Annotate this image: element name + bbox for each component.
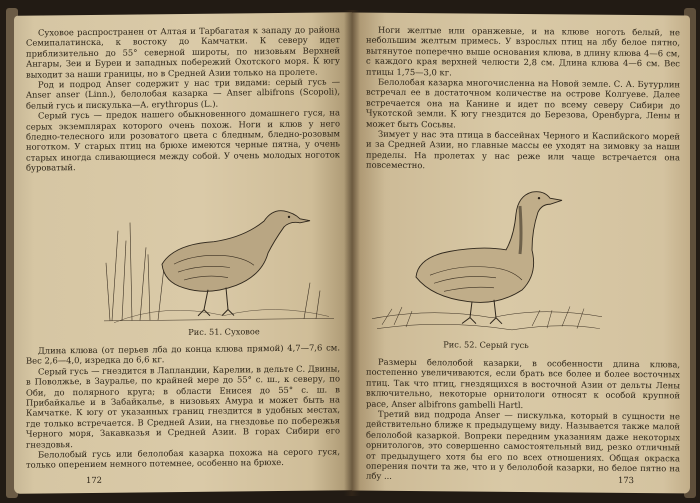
book-gutter bbox=[344, 10, 360, 496]
paragraph: Серый гусь — гнездится в Лапландии, Карелии, в дельте С. Двины, в Поволжье, в Зауралье, по крайней мере до 55° с. ш., к северу, по Оби, до полярного круга; в области Енисея до 55° с. ш. в Прибайкалье и в Забайкалье, в низовьях Амура и может быть на Камчатке. К югу от указанных границ гнездится в удобных местах, где только встречается. В Средней Азии, на гнездовье по побережья Черного моря, Закавказья и Средней Азии. В горах Сибири его гнездовья. bbox=[26, 363, 340, 450]
page-number-left: 172 bbox=[86, 474, 102, 486]
paragraph: Размеры белолобой казарки, в особенности длина клюва, постепенно увеличиваются, если брать все более и более восточных птиц. Так что птиц, гнездящихся в восточной Азии от дельты Лены включительно, некоторые орнитологи относят к особой крупной расе, Anser albifrons gambelli Hartl. bbox=[366, 356, 680, 410]
paragraph: Серый гусь — предок нашего обыкновенного домашнего гуся, на серых экземплярах которого очень похож. Ноги и клюв у него бледно-телесного или розоватого цвета с бледным, бледно-розовым ноготком. У старых птиц на брюхе имеются черные пятна, у очень старых иногда сливающиеся между собой. У очень молодых ноготок буроватый. bbox=[26, 107, 340, 173]
right-page bbox=[352, 13, 690, 494]
right-page-text-bottom bbox=[366, 357, 680, 485]
paragraph: Суховое распространен от Алтая и Тарбагатая к западу до района Семипалатинска, к востоку до Камчатки. К северу идет приблизительно до 55° северной широты, по низовьям Верхней Ангары, Зеи и Буреи и западных побережий Охотского моря. К югу выходит за наши границы, но в Средней Азии только на пролете. bbox=[26, 24, 340, 80]
paragraph: Ноги желтые или оранжевые, и на клюве ноготь белый, не небольшим желтым примесь. У взрослых птиц на лбу белое пятно, вытянутое поперечно выше основания клюва, в длину клюва 4—6 см, с каждого края верхней челюсти 2,8 см. Длина клюва 4—6 см. Вес птицы 1,75—3,0 кг. bbox=[366, 24, 680, 78]
left-page-text-bottom bbox=[26, 342, 340, 470]
page-number-right: 173 bbox=[618, 474, 634, 485]
left-page bbox=[14, 12, 352, 494]
goose-illustration-right bbox=[372, 179, 602, 341]
paragraph: Длина клюва (от перьев лба до конца клюва прямой) 4,7—7,6 см. Вес 2,6—4,0, изредка до 6,6 кг. bbox=[26, 342, 340, 367]
left-page-text-top bbox=[26, 24, 340, 173]
figure-caption-right: Рис. 52. Серый гусь bbox=[443, 339, 529, 351]
paragraph: Третий вид подрода Anser — пискулька, который в сущности не действительно ближе к предыдущему виду. Называется также малой белолобой казаркой. Вопреки передним указаниям даже некоторых орнитологов, это совершенно самостоятельный вид, резко отличный от предыдущего хотя бы его по всех отношениях. Общая окраска оперения почти та же, что и у белолобой казарки, но белое пятно на лбу ... bbox=[366, 408, 680, 482]
paragraph: Белолобая казарка многочисленна на Новой земле. С. А. Бутурлин встречал ее в достаточном количестве на острове Колгуеве. Далее встречается она на Канине и идет по всему северу Сибири до Чукотской земли. К югу гнездится до Березова, Оренбурга, Лены и может быть Сосьвы. bbox=[366, 76, 680, 130]
paragraph: Белолобый гусь или белолобая казарка похожа на серого гуся, только оперением немного потемнее, особенно на брюхе. bbox=[26, 446, 340, 471]
paragraph: Род и подрод Anser содержит у нас три видами: серый гусь — Anser anser (Linn.), белолобая казарка — Anser albifrons (Scopoli), белый гусь и пискулька—A. erythropus (L.). bbox=[26, 76, 340, 111]
figure-caption-left: Рис. 51. Суховое bbox=[188, 326, 260, 337]
right-page-text-top bbox=[366, 25, 680, 173]
goose-illustration-left bbox=[104, 190, 334, 324]
paragraph: Зимует у нас эта птица в бассейнах Черного и Каспийского морей и за Средней Азии, но главные массы ее уходят на зимовку за наши пределы. На пролетах у нас реже или чаще встречается она повсеместно. bbox=[366, 128, 680, 171]
